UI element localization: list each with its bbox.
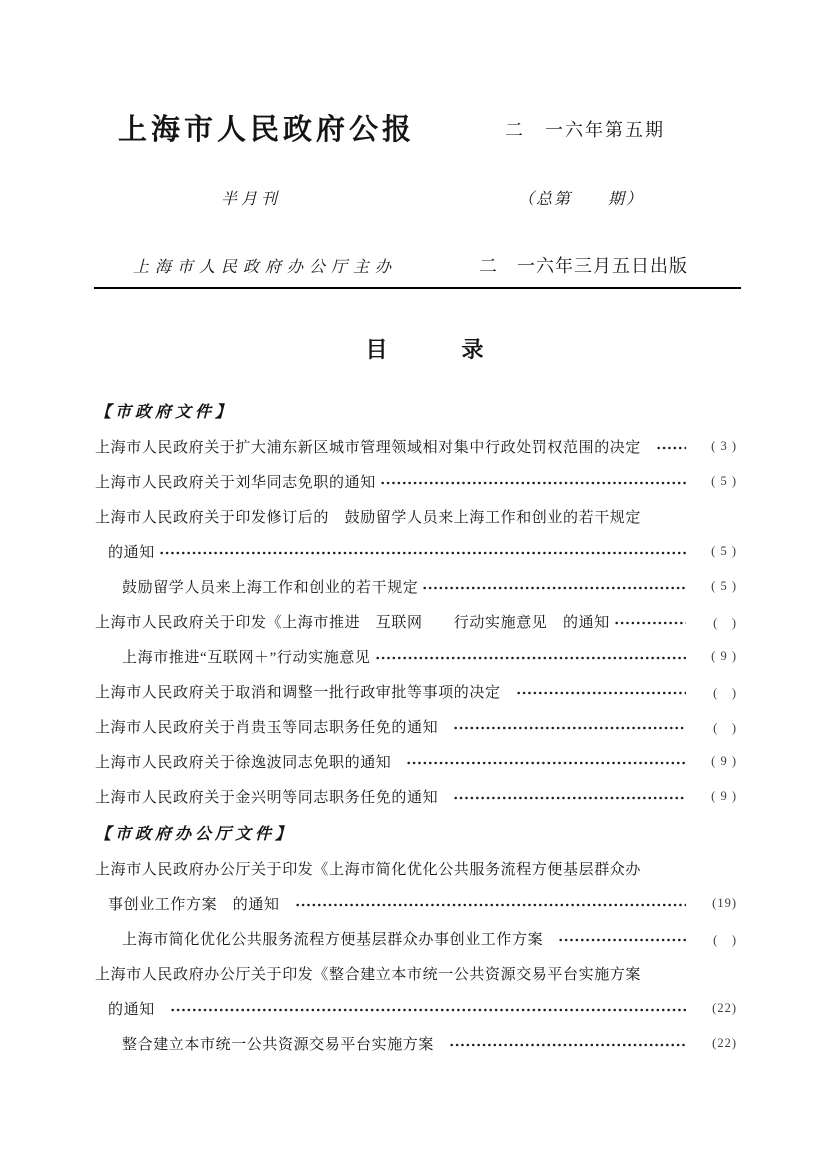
dot-leader <box>453 721 686 735</box>
toc-item <box>95 744 737 779</box>
dot-leader <box>170 1003 686 1017</box>
dot-leader <box>558 933 686 947</box>
dot-leader <box>406 756 686 770</box>
dot-leader <box>375 651 686 665</box>
dot-leader <box>449 1038 686 1052</box>
toc-item <box>95 674 737 709</box>
toc-item <box>95 991 737 1026</box>
gazette-title: 上海市人民政府公报 <box>118 114 416 146</box>
toc-item <box>95 921 737 956</box>
toc-item <box>95 604 737 639</box>
page-number: ( 3 ) <box>711 439 737 453</box>
page-number: (22) <box>712 1001 737 1015</box>
toc-item <box>95 499 737 534</box>
toc-item <box>95 779 737 814</box>
toc-item <box>95 464 737 499</box>
publication-frequency: 半月刊 <box>221 191 282 208</box>
toc-item-title: 上海市人民政府办公厅关于印发《整合建立本市统一公共资源交易平台实施方案 <box>95 967 642 983</box>
page-number: ( ) <box>713 615 737 630</box>
toc-sections <box>95 392 737 1061</box>
toc-item <box>95 429 737 464</box>
toc-item <box>95 569 737 604</box>
toc-item-title: 鼓励留学人员来上海工作和创业的若干规定 <box>122 580 419 596</box>
toc-item <box>95 851 737 886</box>
dot-leader <box>380 476 686 490</box>
page-number: ( ) <box>713 932 737 947</box>
dot-leader <box>614 616 686 630</box>
page-number: ( ) <box>713 685 737 700</box>
dot-leader <box>453 791 686 805</box>
page-number: ( 5 ) <box>711 474 737 488</box>
page-number: ( 9 ) <box>711 789 737 803</box>
toc-item-title: 整合建立本市统一公共资源交易平台实施方案 <box>122 1037 435 1053</box>
toc-item-title: 的通知 <box>108 545 155 561</box>
toc-item-title: 上海市推进“互联网＋”行动实施意见 <box>122 650 371 666</box>
toc-item-title: 上海市人民政府关于肖贵玉等同志职务任免的通知 <box>95 720 439 736</box>
page-number: ( 5 ) <box>711 544 737 558</box>
toc-item-title: 事创业工作方案 的通知 <box>108 897 280 913</box>
toc-title: 目 录 <box>365 337 486 362</box>
dot-leader <box>159 546 686 560</box>
toc-item-title: 上海市人民政府关于金兴明等同志职务任免的通知 <box>95 790 439 806</box>
page-number: (19) <box>712 896 737 910</box>
toc-item-title: 上海市人民政府关于徐逸波同志免职的通知 <box>95 755 392 771</box>
page-number: ( 9 ) <box>711 754 737 768</box>
toc-item-title: 上海市人民政府关于扩大浦东新区城市管理领域相对集中行政处罚权范围的决定 <box>95 440 642 456</box>
toc-item <box>95 886 737 921</box>
toc-section-header: 【市政府办公厅文件】 <box>95 826 296 843</box>
page-number: ( 5 ) <box>711 579 737 593</box>
toc-item-title: 上海市人民政府办公厅关于印发《上海市简化优化公共服务流程方便基层群众办 <box>95 862 642 878</box>
masthead-divider <box>94 287 741 289</box>
dot-leader <box>295 898 686 912</box>
toc-item <box>95 956 737 991</box>
toc-item-title: 的通知 <box>108 1002 155 1018</box>
publish-date: 二 一六年三月五日出版 <box>479 256 688 276</box>
toc-item-title: 上海市人民政府关于刘华同志免职的通知 <box>95 475 376 491</box>
toc-item <box>95 709 737 744</box>
issue-number: 二 一六年第五期 <box>505 120 665 140</box>
toc-item <box>95 1026 737 1061</box>
dot-leader <box>516 686 686 700</box>
serial-number: （总第 期） <box>518 191 645 208</box>
page-number: ( 9 ) <box>711 649 737 663</box>
toc-item <box>95 639 737 674</box>
toc-item-title: 上海市人民政府关于印发《上海市推进 互联网 行动实施意见 的通知 <box>95 615 610 631</box>
toc-section-header: 【市政府文件】 <box>95 404 236 421</box>
toc-item-title: 上海市人民政府关于取消和调整一批行政审批等事项的决定 <box>95 685 501 701</box>
page-number: (22) <box>712 1036 737 1050</box>
organizer-line: 上海市人民政府办公厅主办 <box>133 259 398 276</box>
dot-leader <box>656 441 686 455</box>
toc-item <box>95 534 737 569</box>
toc-item-title: 上海市简化优化公共服务流程方便基层群众办事创业工作方案 <box>122 932 544 948</box>
dot-leader <box>422 581 686 595</box>
page-number: ( ) <box>713 720 737 735</box>
toc-item-title: 上海市人民政府关于印发修订后的 鼓励留学人员来上海工作和创业的若干规定 <box>95 510 642 526</box>
